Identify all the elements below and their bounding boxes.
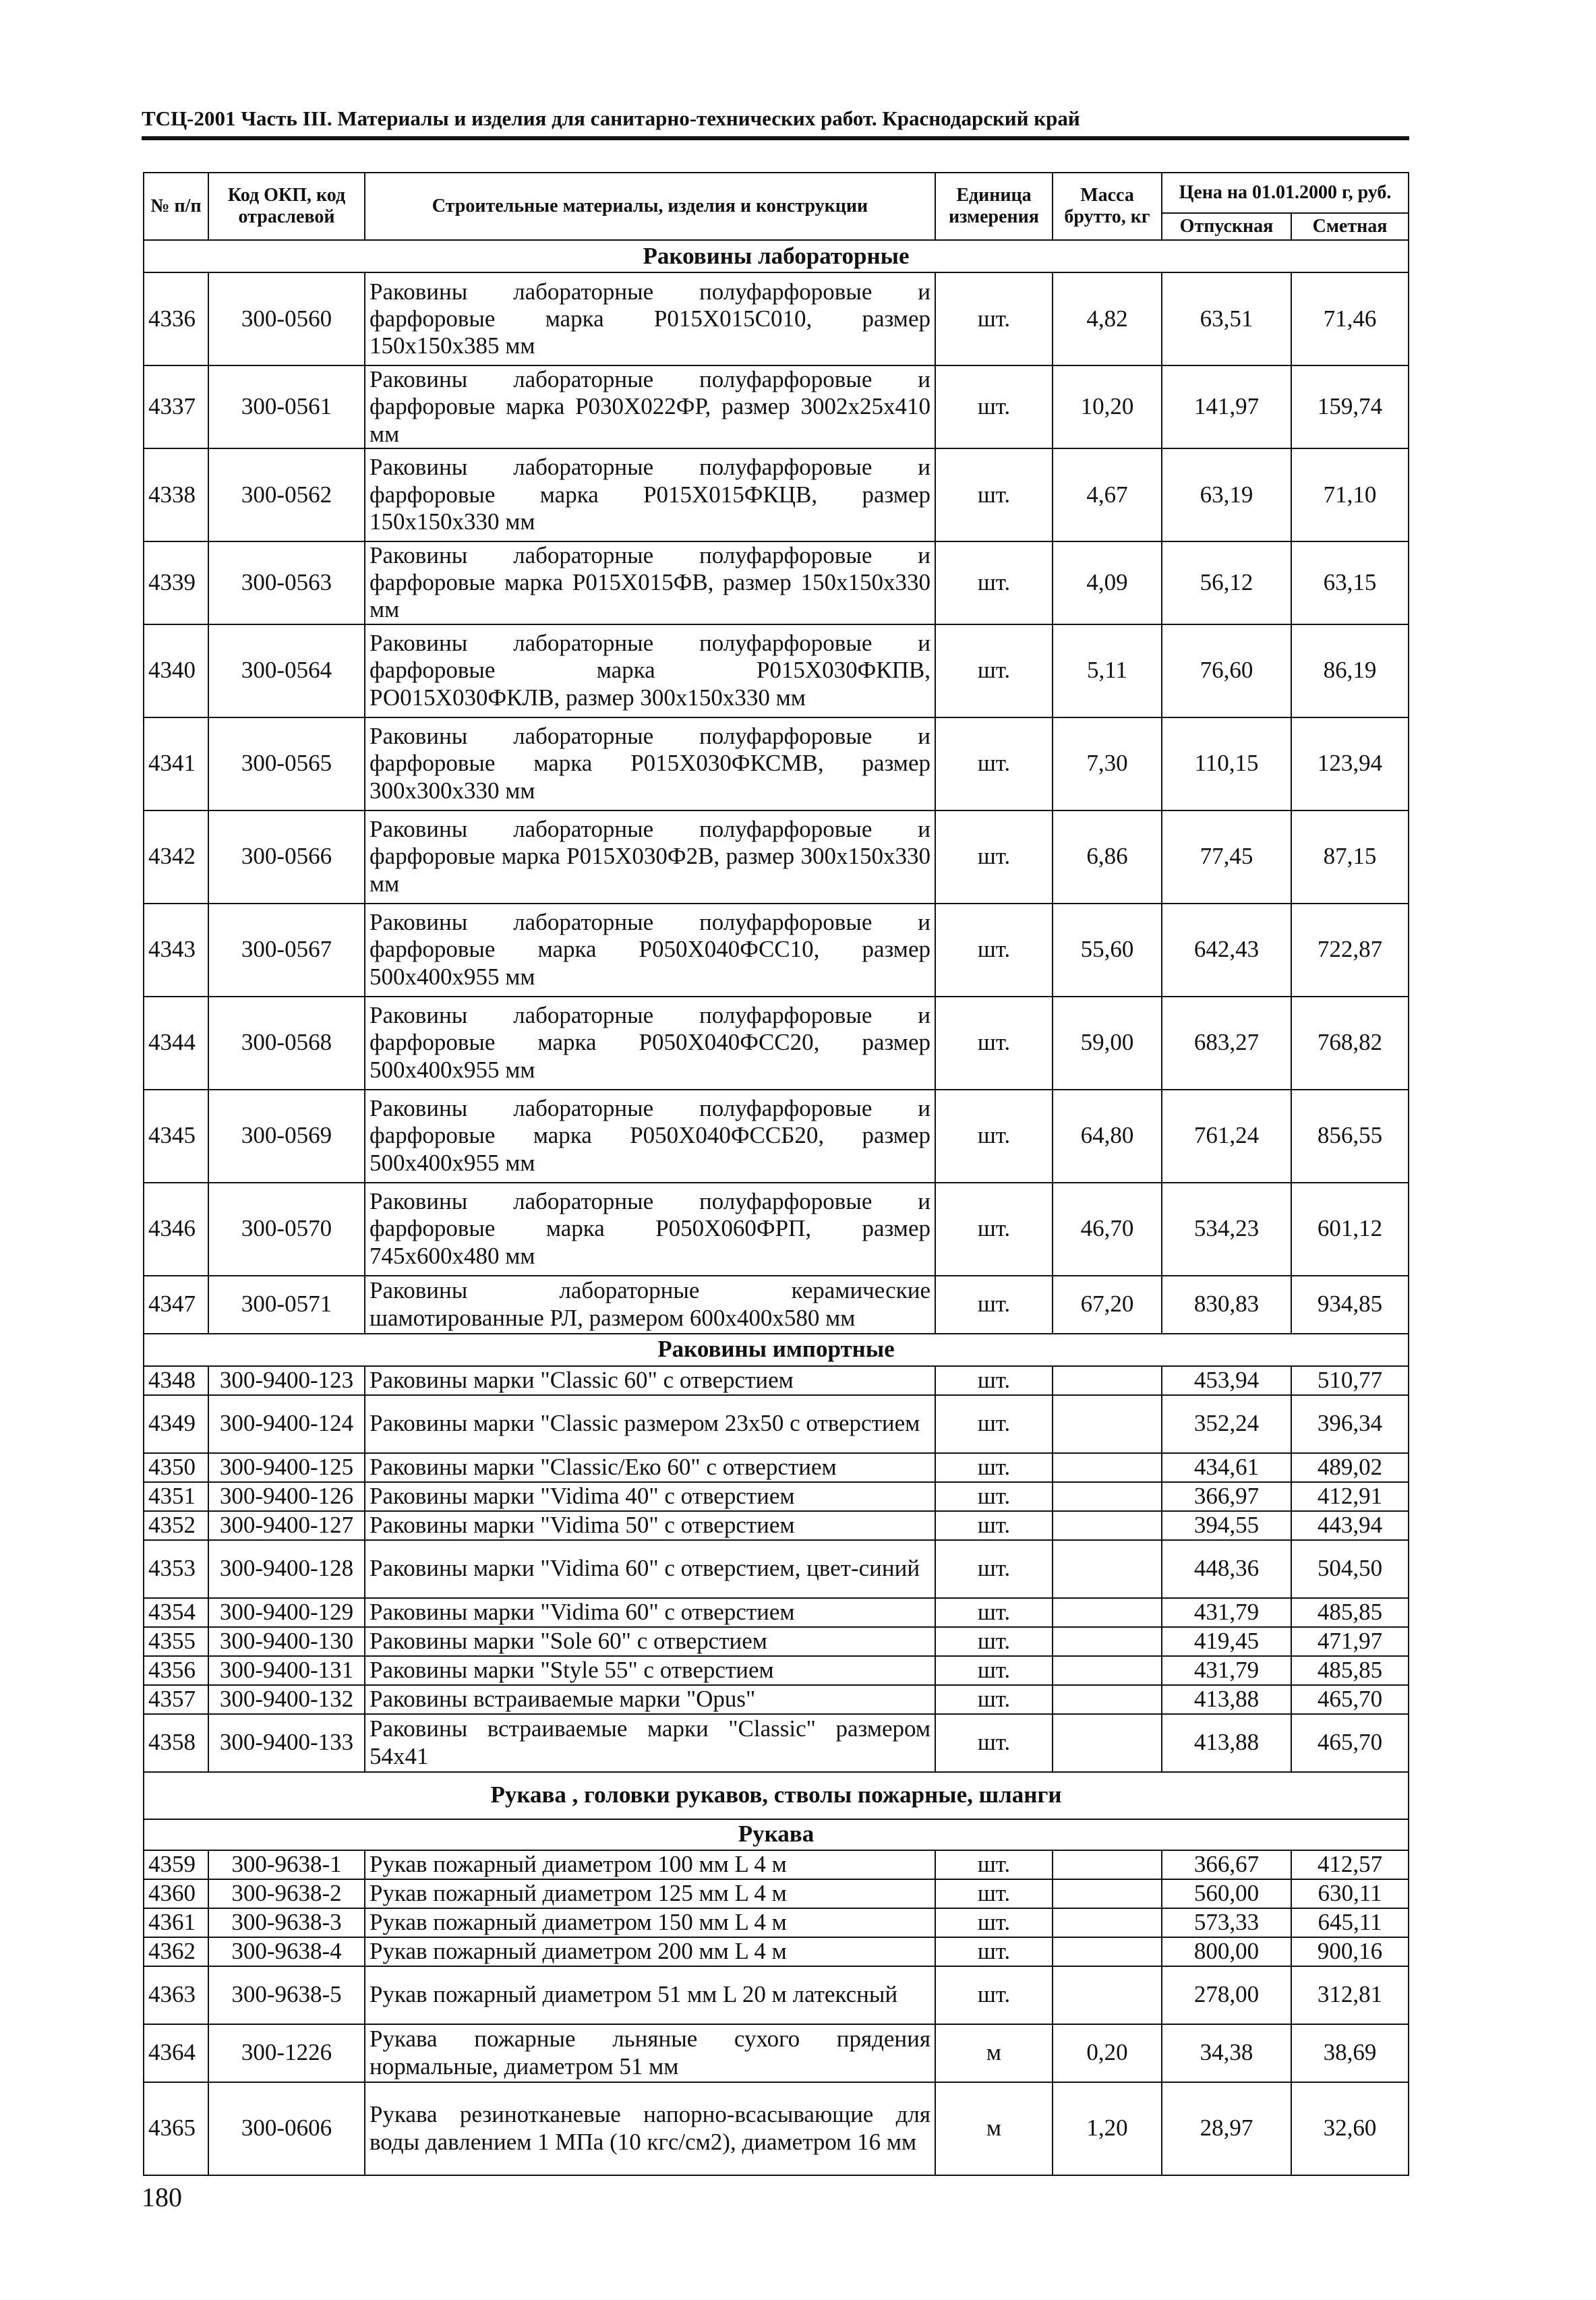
row-unit: шт. xyxy=(935,1453,1053,1482)
row-description: Раковины лабораторные полуфарфоровые и фарфоровые марка Р050Х060ФРП, размер 745х600х480 мм xyxy=(365,1183,935,1276)
row-release-price: 413,88 xyxy=(1162,1714,1291,1772)
row-number: 4358 xyxy=(144,1714,208,1772)
row-release-price: 278,00 xyxy=(1162,1966,1291,2024)
row-mass: 10,20 xyxy=(1053,365,1162,448)
table-row xyxy=(144,1966,1409,2024)
row-estimate-price: 510,77 xyxy=(1291,1366,1409,1395)
row-number: 4364 xyxy=(144,2024,208,2082)
col-price-group-header: Цена на 01.01.2000 г, руб. xyxy=(1162,173,1409,213)
row-estimate-price: 465,70 xyxy=(1291,1685,1409,1714)
col-release-price-header: Отпускная xyxy=(1162,213,1291,240)
row-mass: 1,20 xyxy=(1053,2082,1162,2175)
row-estimate-price: 86,19 xyxy=(1291,624,1409,717)
row-code: 300-0560 xyxy=(208,272,365,365)
row-release-price: 34,38 xyxy=(1162,2024,1291,2082)
row-mass xyxy=(1053,1453,1162,1482)
row-estimate-price: 489,02 xyxy=(1291,1453,1409,1482)
row-unit: шт. xyxy=(935,1879,1053,1908)
row-number: 4342 xyxy=(144,810,208,904)
row-release-price: 352,24 xyxy=(1162,1395,1291,1453)
table-body xyxy=(144,240,1409,2175)
row-mass: 64,80 xyxy=(1053,1090,1162,1183)
row-unit: шт. xyxy=(935,1540,1053,1598)
row-number: 4351 xyxy=(144,1482,208,1511)
row-release-price: 141,97 xyxy=(1162,365,1291,448)
table-row xyxy=(144,1850,1409,1879)
table-row xyxy=(144,1714,1409,1772)
row-number: 4345 xyxy=(144,1090,208,1183)
table-row xyxy=(144,1482,1409,1511)
row-number: 4344 xyxy=(144,997,208,1090)
row-description: Рукава пожарные льняные сухого прядения нормальные, диаметром 51 мм xyxy=(365,2024,935,2082)
row-code: 300-0561 xyxy=(208,365,365,448)
row-code: 300-9638-3 xyxy=(208,1908,365,1937)
row-description: Раковины марки "Style 55" с отверстием xyxy=(365,1656,935,1685)
table-row xyxy=(144,624,1409,717)
row-release-price: 28,97 xyxy=(1162,2082,1291,2175)
row-code: 300-0567 xyxy=(208,904,365,997)
row-estimate-price: 471,97 xyxy=(1291,1627,1409,1656)
table-row xyxy=(144,1090,1409,1183)
row-release-price: 434,61 xyxy=(1162,1453,1291,1482)
col-num-header: № п/п xyxy=(144,173,208,240)
row-mass: 7,30 xyxy=(1053,717,1162,810)
row-release-price: 453,94 xyxy=(1162,1366,1291,1395)
row-number: 4363 xyxy=(144,1966,208,2024)
row-mass xyxy=(1053,1908,1162,1937)
row-description: Раковины лабораторные полуфарфоровые и фарфоровые марка Р015Х030Ф2В, размер 300х150х330 мм xyxy=(365,810,935,904)
row-number: 4348 xyxy=(144,1366,208,1395)
row-estimate-price: 71,10 xyxy=(1291,448,1409,541)
row-code: 300-0566 xyxy=(208,810,365,904)
row-number: 4339 xyxy=(144,541,208,624)
row-code: 300-0571 xyxy=(208,1276,365,1334)
row-estimate-price: 412,91 xyxy=(1291,1482,1409,1511)
row-mass: 67,20 xyxy=(1053,1276,1162,1334)
table-row xyxy=(144,810,1409,904)
row-mass xyxy=(1053,1656,1162,1685)
row-unit: шт. xyxy=(935,1908,1053,1937)
row-mass xyxy=(1053,1540,1162,1598)
row-mass xyxy=(1053,1714,1162,1772)
row-description: Раковины лабораторные полуфарфоровые и фарфоровые марка Р015Х030ФКСМВ, размер 300х300х330 мм xyxy=(365,717,935,810)
row-estimate-price: 123,94 xyxy=(1291,717,1409,810)
row-estimate-price: 768,82 xyxy=(1291,997,1409,1090)
row-number: 4337 xyxy=(144,365,208,448)
row-number: 4341 xyxy=(144,717,208,810)
table-row xyxy=(144,365,1409,448)
row-number: 4336 xyxy=(144,272,208,365)
row-release-price: 366,97 xyxy=(1162,1482,1291,1511)
row-unit: шт. xyxy=(935,1966,1053,2024)
row-number: 4354 xyxy=(144,1598,208,1627)
row-description: Раковины встраиваемые марки "Classic" размером 54х41 xyxy=(365,1714,935,1772)
row-code: 300-0562 xyxy=(208,448,365,541)
row-code: 300-0606 xyxy=(208,2082,365,2175)
row-estimate-price: 396,34 xyxy=(1291,1395,1409,1453)
row-description: Рукав пожарный диаметром 150 мм L 4 м xyxy=(365,1908,935,1937)
row-estimate-price: 63,15 xyxy=(1291,541,1409,624)
table-row xyxy=(144,2082,1409,2175)
row-code: 300-1226 xyxy=(208,2024,365,2082)
row-description: Раковины лабораторные полуфарфоровые и фарфоровые марка Р050Х040ФССБ20, размер 500х400х955 мм xyxy=(365,1090,935,1183)
row-unit: шт. xyxy=(935,1511,1053,1540)
row-mass xyxy=(1053,1966,1162,2024)
price-table xyxy=(143,172,1409,2176)
row-unit: шт. xyxy=(935,1090,1053,1183)
row-mass: 5,11 xyxy=(1053,624,1162,717)
table-row xyxy=(144,1627,1409,1656)
row-unit: шт. xyxy=(935,997,1053,1090)
col-estimate-price-header: Сметная xyxy=(1291,213,1409,240)
row-release-price: 76,60 xyxy=(1162,624,1291,717)
row-mass xyxy=(1053,1598,1162,1627)
row-unit: шт. xyxy=(935,1183,1053,1276)
row-mass xyxy=(1053,1482,1162,1511)
row-code: 300-9638-4 xyxy=(208,1937,365,1966)
col-name-header: Строительные материалы, изделия и конструкции xyxy=(365,173,935,240)
row-release-price: 534,23 xyxy=(1162,1183,1291,1276)
col-unit-header: Единица измерения xyxy=(935,173,1053,240)
section-header-title: Раковины импортные xyxy=(144,1334,1409,1366)
row-description: Рукав пожарный диаметром 125 мм L 4 м xyxy=(365,1879,935,1908)
row-unit: шт. xyxy=(935,1395,1053,1453)
row-description: Раковины лабораторные полуфарфоровые и фарфоровые марка Р050Х040ФСС10, размер 500х400х955 мм xyxy=(365,904,935,997)
row-mass: 4,09 xyxy=(1053,541,1162,624)
row-description: Раковины лабораторные керамические шамотированные РЛ, размером 600х400х580 мм xyxy=(365,1276,935,1334)
row-code: 300-9400-130 xyxy=(208,1627,365,1656)
row-description: Раковины марки "Classic размером 23х50 с отверстием xyxy=(365,1395,935,1453)
row-release-price: 448,36 xyxy=(1162,1540,1291,1598)
row-release-price: 560,00 xyxy=(1162,1879,1291,1908)
row-unit: шт. xyxy=(935,717,1053,810)
row-description: Рукав пожарный диаметром 200 мм L 4 м xyxy=(365,1937,935,1966)
row-estimate-price: 159,74 xyxy=(1291,365,1409,448)
section-header-title: Раковины лабораторные xyxy=(144,240,1409,272)
row-code: 300-9400-128 xyxy=(208,1540,365,1598)
row-number: 4356 xyxy=(144,1656,208,1685)
row-unit: шт. xyxy=(935,1598,1053,1627)
row-unit: шт. xyxy=(935,624,1053,717)
row-code: 300-9400-129 xyxy=(208,1598,365,1627)
row-number: 4355 xyxy=(144,1627,208,1656)
row-unit: шт. xyxy=(935,1937,1053,1966)
subsection-header-title: Рукава xyxy=(144,1819,1409,1850)
row-number: 4357 xyxy=(144,1685,208,1714)
row-description: Раковины марки "Vidima 60" с отверстием, цвет-синий xyxy=(365,1540,935,1598)
row-mass xyxy=(1053,1879,1162,1908)
row-release-price: 830,83 xyxy=(1162,1276,1291,1334)
row-description: Раковины лабораторные полуфарфоровые и фарфоровые марка Р015Х030ФКПВ, РО015Х030ФКЛВ, размер 300х150х330 мм xyxy=(365,624,935,717)
row-number: 4362 xyxy=(144,1937,208,1966)
row-code: 300-9400-133 xyxy=(208,1714,365,1772)
row-description: Раковины марки "Vidima 60" с отверстием xyxy=(365,1598,935,1627)
table-row xyxy=(144,1656,1409,1685)
row-mass: 0,20 xyxy=(1053,2024,1162,2082)
row-release-price: 394,55 xyxy=(1162,1511,1291,1540)
row-mass xyxy=(1053,1685,1162,1714)
row-release-price: 761,24 xyxy=(1162,1090,1291,1183)
row-description: Раковины марки "Classic/Eко 60" с отверстием xyxy=(365,1453,935,1482)
table-row xyxy=(144,1453,1409,1482)
col-mass-header: Масса брутто, кг xyxy=(1053,173,1162,240)
row-estimate-price: 485,85 xyxy=(1291,1598,1409,1627)
row-estimate-price: 601,12 xyxy=(1291,1183,1409,1276)
row-mass: 59,00 xyxy=(1053,997,1162,1090)
row-code: 300-9400-125 xyxy=(208,1453,365,1482)
row-release-price: 642,43 xyxy=(1162,904,1291,997)
row-estimate-price: 485,85 xyxy=(1291,1656,1409,1685)
row-description: Раковины марки "Classic 60" с отверстием xyxy=(365,1366,935,1395)
row-release-price: 683,27 xyxy=(1162,997,1291,1090)
row-estimate-price: 630,11 xyxy=(1291,1879,1409,1908)
row-code: 300-0563 xyxy=(208,541,365,624)
table-row xyxy=(144,1276,1409,1334)
table-row xyxy=(144,904,1409,997)
page-number: 180 xyxy=(142,2182,182,2212)
row-number: 4361 xyxy=(144,1908,208,1937)
row-unit: шт. xyxy=(935,272,1053,365)
row-release-price: 431,79 xyxy=(1162,1656,1291,1685)
major-section-header-title: Рукава , головки рукавов, стволы пожарные, шланги xyxy=(144,1772,1409,1819)
row-number: 4365 xyxy=(144,2082,208,2175)
row-code: 300-9638-1 xyxy=(208,1850,365,1879)
row-unit: м xyxy=(935,2024,1053,2082)
row-release-price: 63,19 xyxy=(1162,448,1291,541)
row-number: 4360 xyxy=(144,1879,208,1908)
row-estimate-price: 312,81 xyxy=(1291,1966,1409,2024)
row-number: 4350 xyxy=(144,1453,208,1482)
row-unit: шт. xyxy=(935,1627,1053,1656)
row-description: Раковины лабораторные полуфарфоровые и фарфоровые марка Р015Х015ФКЦВ, размер 150х150х330 мм xyxy=(365,448,935,541)
row-release-price: 56,12 xyxy=(1162,541,1291,624)
subsection-header xyxy=(144,1819,1409,1850)
row-code: 300-9400-132 xyxy=(208,1685,365,1714)
page-header: ТСЦ-2001 Часть III. Материалы и изделия для санитарно-технических работ. Краснодарский край xyxy=(142,107,1080,130)
row-estimate-price: 38,69 xyxy=(1291,2024,1409,2082)
table-row xyxy=(144,1937,1409,1966)
row-mass xyxy=(1053,1937,1162,1966)
table-row xyxy=(144,997,1409,1090)
table-row xyxy=(144,1366,1409,1395)
row-number: 4340 xyxy=(144,624,208,717)
table-row xyxy=(144,1395,1409,1453)
row-estimate-price: 504,50 xyxy=(1291,1540,1409,1598)
row-estimate-price: 71,46 xyxy=(1291,272,1409,365)
row-number: 4347 xyxy=(144,1276,208,1334)
row-unit: шт. xyxy=(935,810,1053,904)
row-mass xyxy=(1053,1627,1162,1656)
row-description: Раковины марки "Vidima 50" с отверстием xyxy=(365,1511,935,1540)
row-release-price: 77,45 xyxy=(1162,810,1291,904)
row-mass: 4,82 xyxy=(1053,272,1162,365)
row-unit: м xyxy=(935,2082,1053,2175)
row-estimate-price: 412,57 xyxy=(1291,1850,1409,1879)
row-estimate-price: 722,87 xyxy=(1291,904,1409,997)
table-row xyxy=(144,1511,1409,1540)
section-header xyxy=(144,1334,1409,1366)
row-description: Раковины встраиваемые марки "Opus" xyxy=(365,1685,935,1714)
major-section-header xyxy=(144,1772,1409,1819)
row-release-price: 413,88 xyxy=(1162,1685,1291,1714)
row-unit: шт. xyxy=(935,1714,1053,1772)
row-unit: шт. xyxy=(935,1276,1053,1334)
row-unit: шт. xyxy=(935,365,1053,448)
table-row xyxy=(144,2024,1409,2082)
row-unit: шт. xyxy=(935,1366,1053,1395)
row-release-price: 419,45 xyxy=(1162,1627,1291,1656)
row-number: 4343 xyxy=(144,904,208,997)
table-row xyxy=(144,1183,1409,1276)
row-number: 4349 xyxy=(144,1395,208,1453)
table-row xyxy=(144,448,1409,541)
row-unit: шт. xyxy=(935,1850,1053,1879)
row-number: 4353 xyxy=(144,1540,208,1598)
table-row xyxy=(144,1540,1409,1598)
row-unit: шт. xyxy=(935,448,1053,541)
row-code: 300-9400-127 xyxy=(208,1511,365,1540)
col-code-header: Код ОКП, код отраслевой xyxy=(208,173,365,240)
row-release-price: 800,00 xyxy=(1162,1937,1291,1966)
row-code: 300-0569 xyxy=(208,1090,365,1183)
row-code: 300-9400-123 xyxy=(208,1366,365,1395)
table-row xyxy=(144,1908,1409,1937)
row-description: Раковины лабораторные полуфарфоровые и фарфоровые марка Р030Х022ФР, размер 3002х25х410 мм xyxy=(365,365,935,448)
row-estimate-price: 32,60 xyxy=(1291,2082,1409,2175)
row-unit: шт. xyxy=(935,1482,1053,1511)
row-code: 300-0568 xyxy=(208,997,365,1090)
row-estimate-price: 465,70 xyxy=(1291,1714,1409,1772)
table-row xyxy=(144,1879,1409,1908)
row-estimate-price: 856,55 xyxy=(1291,1090,1409,1183)
row-mass xyxy=(1053,1395,1162,1453)
row-estimate-price: 645,11 xyxy=(1291,1908,1409,1937)
section-header xyxy=(144,240,1409,272)
row-unit: шт. xyxy=(935,1656,1053,1685)
row-code: 300-0564 xyxy=(208,624,365,717)
row-mass: 4,67 xyxy=(1053,448,1162,541)
row-mass xyxy=(1053,1511,1162,1540)
row-description: Раковины лабораторные полуфарфоровые и фарфоровые марка Р050Х040ФСС20, размер 500х400х955 мм xyxy=(365,997,935,1090)
row-estimate-price: 443,94 xyxy=(1291,1511,1409,1540)
row-code: 300-9400-131 xyxy=(208,1656,365,1685)
table-row xyxy=(144,541,1409,624)
header-rule xyxy=(142,136,1409,140)
row-code: 300-0570 xyxy=(208,1183,365,1276)
table-row xyxy=(144,1685,1409,1714)
row-unit: шт. xyxy=(935,541,1053,624)
row-mass: 46,70 xyxy=(1053,1183,1162,1276)
row-estimate-price: 87,15 xyxy=(1291,810,1409,904)
row-code: 300-9400-126 xyxy=(208,1482,365,1511)
table-row xyxy=(144,272,1409,365)
row-description: Рукав пожарный диаметром 51 мм L 20 м латексный xyxy=(365,1966,935,2024)
row-code: 300-9400-124 xyxy=(208,1395,365,1453)
row-mass xyxy=(1053,1850,1162,1879)
row-release-price: 573,33 xyxy=(1162,1908,1291,1937)
row-description: Раковины лабораторные полуфарфоровые и фарфоровые марка Р015Х015С010, размер 150х150х385 мм xyxy=(365,272,935,365)
row-code: 300-9638-5 xyxy=(208,1966,365,2024)
row-description: Раковины марки "Vidima 40" с отверстием xyxy=(365,1482,935,1511)
row-unit: шт. xyxy=(935,1685,1053,1714)
row-mass: 6,86 xyxy=(1053,810,1162,904)
table-row xyxy=(144,1598,1409,1627)
row-number: 4346 xyxy=(144,1183,208,1276)
row-number: 4359 xyxy=(144,1850,208,1879)
table-row xyxy=(144,717,1409,810)
row-estimate-price: 900,16 xyxy=(1291,1937,1409,1966)
row-number: 4352 xyxy=(144,1511,208,1540)
row-description: Раковины марки "Sole 60" с отверстием xyxy=(365,1627,935,1656)
row-release-price: 366,67 xyxy=(1162,1850,1291,1879)
row-code: 300-0565 xyxy=(208,717,365,810)
row-release-price: 110,15 xyxy=(1162,717,1291,810)
row-description: Рукава резинотканевые напорно-всасывающие для воды давлением 1 МПа (10 кгс/см2), диаметром 16 мм xyxy=(365,2082,935,2175)
row-unit: шт. xyxy=(935,904,1053,997)
row-release-price: 63,51 xyxy=(1162,272,1291,365)
row-mass xyxy=(1053,1366,1162,1395)
row-description: Раковины лабораторные полуфарфоровые и фарфоровые марка Р015Х015ФВ, размер 150х150х330 мм xyxy=(365,541,935,624)
row-number: 4338 xyxy=(144,448,208,541)
row-mass: 55,60 xyxy=(1053,904,1162,997)
row-estimate-price: 934,85 xyxy=(1291,1276,1409,1334)
row-code: 300-9638-2 xyxy=(208,1879,365,1908)
row-description: Рукав пожарный диаметром 100 мм L 4 м xyxy=(365,1850,935,1879)
row-release-price: 431,79 xyxy=(1162,1598,1291,1627)
